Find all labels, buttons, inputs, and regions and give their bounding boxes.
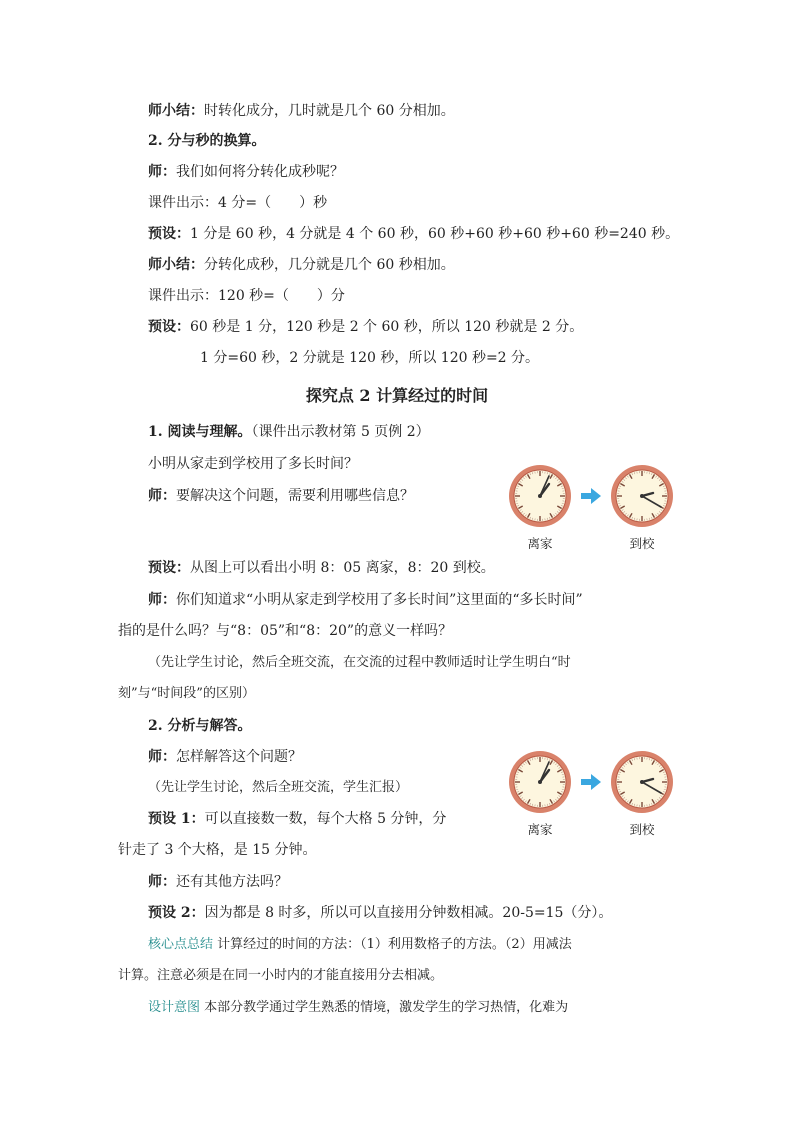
teacher-question-1: 师：我们如何将分转化成秒呢？ [148, 164, 344, 180]
preset-answer-4: 预设 1：可以直接数一数，每个大格 5 分钟，分 [148, 811, 447, 827]
arrow-icon [581, 774, 601, 790]
teaching-note-1: （先让学生讨论，然后全班交流，在交流的过程中教师适时让学生明白“时 [148, 655, 571, 670]
clock-label-arrive: 到校 [629, 822, 655, 837]
analysis-heading: 2. 分析与解答。 [148, 718, 252, 734]
summary-line-1: 师小结：时转化成分，几时就是几个 60 分相加。 [148, 103, 455, 119]
slide-prompt-2: 课件出示：120 秒=（ ）分 [148, 288, 345, 304]
preset-answer-2b: 1 分=60 秒，2 分就是 120 秒，所以 120 秒=2 分。 [200, 350, 540, 366]
core-summary-b: 计算。注意必须是在同一小时内的才能直接用分去相减。 [118, 968, 444, 983]
clock-icon [509, 751, 571, 813]
design-intent: 设计意图 本部分教学通过学生熟悉的情境，激发学生的学习热情，化难为 [148, 1000, 569, 1015]
clock-pair-1 [506, 462, 676, 532]
section-heading-2: 探究点 2 计算经过的时间 [305, 386, 489, 405]
clock-figure-1 [506, 462, 676, 552]
arrow-icon [581, 488, 601, 504]
summary-line-2: 师小结：分转化成秒，几分就是几个 60 秒相加。 [148, 257, 455, 273]
clock-icon [611, 465, 673, 527]
teacher-question-4: 师：怎样解答这个问题？ [148, 749, 302, 765]
preset-answer-2: 预设：60 秒是 1 分，120 秒是 2 个 60 秒，所以 120 秒就是 2 分。 [148, 319, 584, 335]
core-summary: 核心点总结 计算经过的时间的方法：（1）利用数格子的方法。（2）用减法 [148, 937, 572, 952]
heading-minute-second: 2. 分与秒的换算。 [148, 133, 266, 149]
clock-figure-2 [506, 748, 676, 838]
clock-icon [611, 751, 673, 813]
preset-answer-3: 预设：从图上可以看出小明 8：05 离家，8：20 到校。 [148, 560, 495, 576]
preset-answer-1: 预设：1 分是 60 秒，4 分就是 4 个 60 秒，60 秒+60 秒+60 秒+60 秒=240 秒。 [148, 226, 680, 242]
preset-answer-4b: 针走了 3 个大格，是 15 分钟。 [118, 842, 317, 858]
teacher-question-5: 师：还有其他方法吗？ [148, 874, 288, 890]
clock-pair-2 [506, 748, 676, 818]
slide-prompt-1: 课件出示：4 分=（ ）秒 [148, 195, 328, 211]
clock-label-leave: 离家 [527, 822, 553, 837]
teacher-question-2: 师：要解决这个问题，需要利用哪些信息？ [148, 488, 414, 504]
teaching-note-2: （先让学生讨论，然后全班交流，学生汇报） [148, 780, 409, 795]
teacher-question-3b: 指的是什么吗？与“8：05”和“8：20”的意义一样吗？ [118, 623, 453, 639]
problem-question: 小明从家走到学校用了多长时间？ [148, 456, 358, 472]
teacher-question-3: 师：你们知道求“小明从家走到学校用了多长时间”这里面的“多长时间” [148, 592, 583, 608]
teaching-note-1b: 刻”与“时间段”的区别） [118, 686, 255, 701]
clock-label-leave: 离家 [527, 536, 553, 551]
clock-icon [509, 465, 571, 527]
reading-heading: 1. 阅读与理解。（课件出示教材第 5 页例 2） [148, 424, 430, 440]
clock-label-arrive: 到校 [629, 536, 655, 551]
preset-answer-5: 预设 2：因为都是 8 时多，所以可以直接用分钟数相减。20-5=15（分）。 [148, 905, 613, 921]
